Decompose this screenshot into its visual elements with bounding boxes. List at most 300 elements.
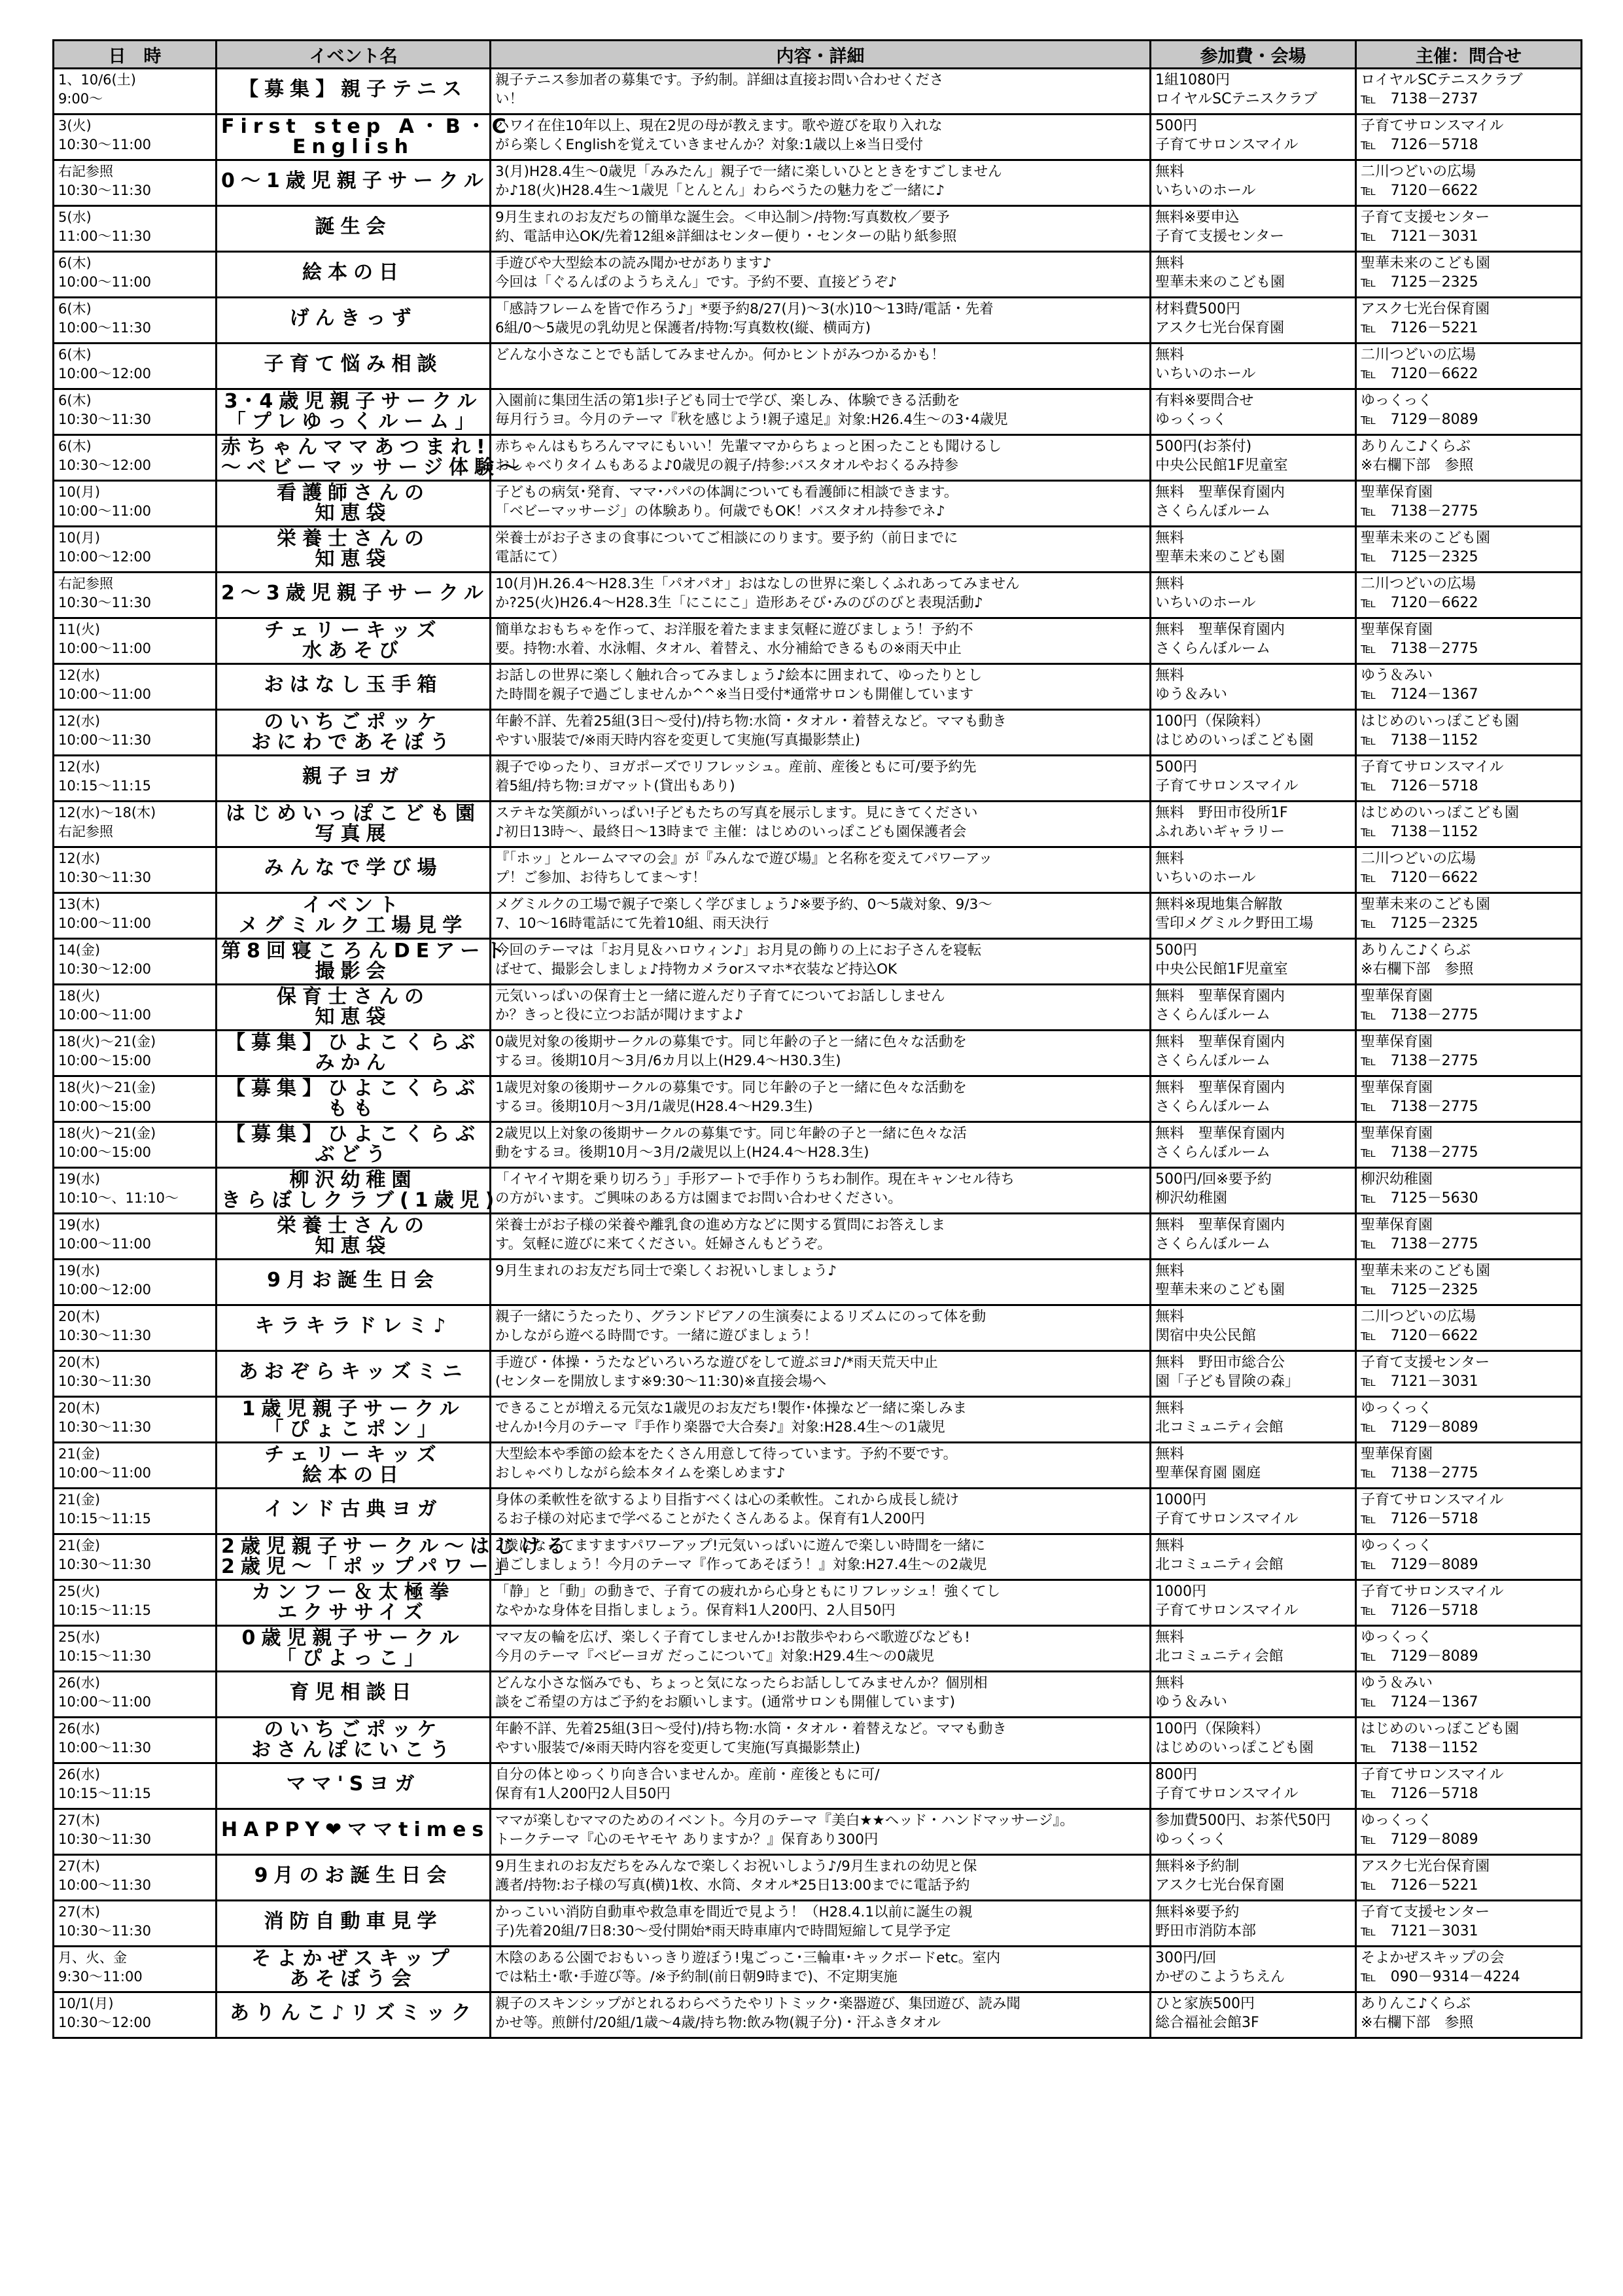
event-name-cell: [217, 710, 491, 756]
event-name-cell: [217, 69, 491, 115]
date-line: 10:00～15:00: [58, 1099, 152, 1114]
date-line: 10:30～11:30: [58, 595, 152, 610]
date-line: 26(水): [58, 1721, 101, 1737]
fee-venue-line: ゆう＆みい: [1155, 1694, 1228, 1710]
organizer-cell: [1356, 1260, 1582, 1305]
date-cell: [54, 1809, 217, 1855]
header-date: 日 時: [54, 41, 217, 69]
organizer-line: 聖華保育園: [1361, 988, 1433, 1004]
organizer-line: ℡ 7126－5221: [1361, 1877, 1478, 1894]
event-name-line: きらぼしクラブ(1歳児): [221, 1189, 500, 1212]
organizer-cell: [1356, 573, 1582, 618]
content-line: 栄養士がお子様の栄養や離乳食の進め方などに関する質問にお答えしま: [495, 1217, 946, 1233]
fee-venue-line: 雪印メグミルク野田工場: [1155, 915, 1314, 932]
organizer-line: ℡ 7125－2325: [1361, 915, 1478, 932]
event-name-line: 0～1歳児親子サークル: [221, 169, 489, 192]
content-cell: [491, 1168, 1151, 1214]
content-cell: [491, 1809, 1151, 1855]
organizer-cell: [1356, 985, 1582, 1031]
content-line: (センターを開放します※9:30～11:30)※直接会場へ: [495, 1373, 827, 1390]
date-line: 19(水): [58, 1171, 101, 1187]
content-line: 親子でゆったり、ヨガポーズでリフレッシュ。産前、産後ともに可/要予約先: [495, 759, 977, 775]
organizer-line: 子育て支援センター: [1361, 1354, 1490, 1371]
organizer-line: ゆっくっく: [1361, 1629, 1433, 1646]
organizer-cell: [1356, 115, 1582, 160]
organizer-cell: [1356, 160, 1582, 206]
event-name-cell: [217, 527, 491, 573]
fee-venue-cell: [1151, 1076, 1356, 1122]
content-cell: [491, 847, 1151, 893]
organizer-cell: [1356, 1031, 1582, 1076]
header-content: 内容・詳細: [491, 41, 1151, 69]
organizer-line: 聖華保育園: [1361, 622, 1433, 638]
event-name-cell: [217, 1076, 491, 1122]
content-cell: [491, 1443, 1151, 1489]
content-line: どんな小さなことでも話してみませんか。何かヒントがみつかるかも！: [495, 347, 945, 363]
date-line: 18(火)～21(金): [58, 1125, 156, 1141]
date-line: 12(水)～18(木): [58, 805, 156, 821]
organizer-line: ℡ 7126－5718: [1361, 1786, 1478, 1802]
content-cell: [491, 1305, 1151, 1351]
fee-venue-line: 聖華未来のこども園: [1155, 274, 1285, 291]
organizer-cell: [1356, 1122, 1582, 1168]
organizer-cell: [1356, 1534, 1582, 1580]
organizer-line: ℡ 7125－5630: [1361, 1190, 1478, 1207]
fee-venue-cell: [1151, 1443, 1356, 1489]
date-line: 10/1(月): [58, 1996, 114, 2011]
date-cell: [54, 1122, 217, 1168]
organizer-line: ゆう＆みい: [1361, 667, 1433, 684]
date-cell: [54, 1168, 217, 1214]
organizer-line: ℡ 7138－1152: [1361, 1740, 1478, 1756]
fee-venue-line: 無料: [1155, 1309, 1185, 1325]
content-line: 9月生まれのお友だち同士で楽しくお祝いしましょう♪: [495, 1263, 837, 1279]
event-name-cell: [217, 1763, 491, 1809]
fee-venue-line: 柳沢幼稚園: [1155, 1190, 1228, 1207]
event-name-line: そよかぜスキップ: [251, 1947, 455, 1970]
event-name-line: イベント: [302, 894, 404, 917]
date-cell: [54, 1901, 217, 1947]
event-name-line: もも: [328, 1097, 379, 1120]
organizer-line: 聖華保育園: [1361, 1080, 1433, 1096]
date-line: 10:30～12:00: [58, 457, 152, 473]
content-line: い！: [495, 91, 524, 107]
content-cell: [491, 664, 1151, 710]
date-line: 10:00～11:00: [58, 686, 152, 702]
content-line: 今回のテーマは「お月見＆ハロウィン♪」お月見の飾りの上にお子さんを寝転: [495, 942, 982, 959]
date-cell: [54, 69, 217, 115]
event-name-line: 絵本の日: [302, 261, 404, 284]
date-cell: [54, 847, 217, 893]
date-cell: [54, 1855, 217, 1901]
date-cell: [54, 939, 217, 985]
fee-venue-line: 子育てサロンスマイル: [1155, 1786, 1299, 1802]
content-cell: [491, 1214, 1151, 1260]
date-cell: [54, 710, 217, 756]
table-row: [54, 1901, 1582, 1947]
fee-venue-cell: [1151, 1168, 1356, 1214]
fee-venue-line: さくらんぼルーム: [1155, 1007, 1271, 1023]
event-name-line: 【募集】ひよこくらぶ: [226, 1077, 481, 1100]
date-line: 10:30～11:30: [58, 1923, 152, 1939]
organizer-line: 子育て支援センター: [1361, 1904, 1490, 1920]
fee-venue-cell: [1151, 1580, 1356, 1626]
organizer-line: ℡ 7126－5718: [1361, 1511, 1478, 1527]
event-name-line: 写真展: [315, 822, 392, 845]
fee-venue-line: 500円/回※要予約: [1155, 1171, 1272, 1188]
fee-venue-line: 総合福祉会館3F: [1155, 2015, 1259, 2031]
event-name-cell: [217, 1580, 491, 1626]
content-cell: [491, 893, 1151, 939]
content-line: プ！ご参加、お待ちしてま～す！: [495, 870, 707, 886]
event-name-line: 「プレゆっくルーム」: [226, 410, 481, 433]
content-cell: [491, 1947, 1151, 1992]
event-name-line: インド古典ヨガ: [264, 1498, 443, 1521]
fee-venue-line: 800円: [1155, 1767, 1197, 1783]
fee-venue-line: さくらんぼルーム: [1155, 641, 1271, 657]
content-line: するヨ。後期10月～3月/6カ月以上(H29.4～H30.3生): [495, 1053, 841, 1069]
event-name-cell: [217, 1443, 491, 1489]
date-cell: [54, 252, 217, 298]
event-name-line: カンフー＆太極拳: [251, 1581, 455, 1604]
fee-venue-line: 聖華未来のこども園: [1155, 549, 1285, 565]
content-line: お話しの世界に楽しく触れ合ってみましょう♪絵本に囲まれて、ゆったりとし: [495, 667, 983, 684]
content-cell: [491, 1397, 1151, 1443]
event-name-line: ママ'Sヨガ: [286, 1773, 421, 1795]
event-name-line: おにわであそぼう: [251, 731, 455, 754]
organizer-line: 子育てサロンスマイル: [1361, 1583, 1504, 1600]
date-line: 10:30～11:30: [58, 1328, 152, 1343]
event-name-cell: [217, 1305, 491, 1351]
event-name-cell: [217, 664, 491, 710]
event-name-cell: [217, 1214, 491, 1260]
fee-venue-line: 無料: [1155, 667, 1185, 684]
date-line: 10:00～15:00: [58, 1053, 152, 1069]
organizer-cell: [1356, 847, 1582, 893]
table-row: [54, 756, 1582, 802]
fee-venue-line: 関宿中央公民館: [1155, 1328, 1257, 1344]
event-name-cell: [217, 115, 512, 160]
fee-venue-line: 無料: [1155, 530, 1185, 546]
organizer-line: 聖華保育園: [1361, 1034, 1433, 1050]
fee-venue-cell: [1151, 1534, 1356, 1580]
date-line: 26(水): [58, 1767, 101, 1782]
event-name-line: HAPPY❤ママtimes: [221, 1818, 490, 1841]
fee-venue-line: 聖華保育園 園庭: [1155, 1465, 1261, 1481]
event-name-line: 0歳児親子サークル: [241, 1627, 465, 1650]
table-row: [54, 69, 1582, 115]
event-name-line: 育児相談日: [289, 1681, 417, 1704]
event-name-line: 柳沢幼稚園: [289, 1169, 417, 1192]
table-row: [54, 1626, 1582, 1672]
fee-venue-line: 無料 聖華保育園内: [1155, 1080, 1285, 1096]
organizer-line: ℡ 7126－5718: [1361, 137, 1478, 153]
event-name-cell: [217, 1809, 491, 1855]
content-cell: [491, 69, 1151, 115]
date-cell: [54, 1992, 217, 2038]
organizer-cell: [1356, 1397, 1582, 1443]
content-line: かしながら遊べる時間です。一緒に遊びましょう！: [495, 1328, 818, 1344]
date-line: 10:30～11:30: [58, 870, 152, 885]
content-line: の方がいます。ご興味のある方は園までお問い合わせください。: [495, 1190, 902, 1207]
date-line: 19(水): [58, 1263, 101, 1279]
organizer-line: ゆっくっく: [1361, 1812, 1433, 1829]
event-name-line: 第8回寝ころんDEアート: [221, 940, 512, 963]
event-name-line: 親子ヨガ: [302, 765, 404, 788]
event-name-line: 【募集】親子テニス: [239, 78, 468, 101]
date-line: 18(火)～21(金): [58, 1034, 156, 1050]
content-line: 栄養士がお子さまの食事についてご相談にのります。要予約（前日までに: [495, 530, 958, 546]
fee-venue-cell: [1151, 527, 1356, 573]
organizer-line: ℡ 7138－1152: [1361, 824, 1478, 840]
event-name-line: あおぞらキッズミニ: [238, 1360, 468, 1383]
date-line: 1、10/6(土): [58, 72, 136, 88]
organizer-line: ℡ 7138－2775: [1361, 1465, 1478, 1481]
organizer-line: ℡ 7125－2325: [1361, 274, 1478, 291]
event-name-line: みんなで学び場: [264, 857, 443, 879]
date-line: 11:00～11:30: [58, 228, 152, 244]
table-row: [54, 1809, 1582, 1855]
organizer-line: ゆっくっく: [1361, 393, 1433, 409]
organizer-line: 二川つどいの広場: [1361, 347, 1476, 363]
organizer-line: ありんこ♪くらぶ: [1361, 1996, 1471, 2012]
content-line: なやかな身体を目指しましょう。保育料1人200円、2人目50円: [495, 1602, 896, 1619]
fee-venue-line: 北コミュニティ会館: [1155, 1419, 1283, 1436]
date-line: 6(木): [58, 393, 92, 408]
content-line: 9月生まれのお友だちをみんなで楽しくお祝いしよう♪/9月生まれの幼児と保: [495, 1858, 977, 1875]
organizer-line: ※右欄下部 参照: [1361, 2015, 1474, 2031]
fee-venue-line: 300円/回: [1155, 1950, 1217, 1966]
date-line: 26(水): [58, 1675, 101, 1691]
organizer-cell: [1356, 1718, 1582, 1763]
content-cell: [491, 1992, 1151, 2038]
content-line: 約、電話申込OK/先着12組※詳細はセンター便り・センターの貼り紙参照: [495, 228, 957, 245]
event-name-cell: [217, 1351, 491, 1397]
table-row: [54, 802, 1582, 847]
date-cell: [54, 527, 217, 573]
content-cell: [491, 1672, 1151, 1718]
content-line: トークテーマ『心のモヤモヤ ありますか？』保育あり300円: [495, 1831, 879, 1848]
date-line: 10:00～11:00: [58, 915, 152, 931]
date-line: 9:30～11:00: [58, 1969, 143, 1985]
organizer-line: ロイヤルSCテニスクラブ: [1361, 72, 1523, 88]
date-line: 10(月): [58, 484, 101, 500]
date-line: 10:00～11:30: [58, 320, 152, 336]
date-line: 10:15～11:15: [58, 1511, 152, 1527]
event-name-line: 撮影会: [315, 960, 392, 983]
organizer-cell: [1356, 1443, 1582, 1489]
content-line: どんな小さな悩みでも、ちょっと気になったらお話ししてみませんか？個別相: [495, 1675, 988, 1691]
organizer-line: 子育てサロンスマイル: [1361, 1492, 1504, 1508]
event-name-cell: [217, 435, 525, 481]
date-line: 10:15～11:15: [58, 1602, 152, 1618]
fee-venue-cell: [1151, 1122, 1356, 1168]
date-cell: [54, 1626, 217, 1672]
date-line: 10:00～11:00: [58, 1007, 152, 1023]
content-line: 1歳児対象の後期サークルの募集です。同じ年齢の子と一緒に色々な活動を: [495, 1080, 967, 1096]
date-cell: [54, 389, 217, 435]
date-line: 10:00～12:00: [58, 549, 152, 565]
fee-venue-line: はじめのいっぽこども園: [1155, 1740, 1314, 1756]
fee-venue-line: 無料 聖華保育園内: [1155, 484, 1285, 501]
organizer-cell: [1356, 298, 1582, 344]
date-cell: [54, 1031, 217, 1076]
fee-venue-line: 無料 聖華保育園内: [1155, 622, 1285, 638]
date-line: 25(火): [58, 1583, 101, 1599]
fee-venue-line: 500円: [1155, 942, 1197, 959]
fee-venue-line: 500円(お茶付): [1155, 438, 1252, 455]
organizer-line: アスク七光台保育園: [1361, 1858, 1490, 1875]
event-name-line: 2歳児～「ポップパワー」: [221, 1555, 520, 1578]
table-row: [54, 1718, 1582, 1763]
content-line: 子どもの病気･発育、ママ･パパの体調についても看護師に相談できます。: [495, 484, 958, 501]
event-name-line: 栄養士さんの: [277, 1214, 430, 1237]
content-cell: [491, 481, 1151, 527]
organizer-cell: [1356, 664, 1582, 710]
organizer-line: 子育てサロンスマイル: [1361, 759, 1504, 775]
fee-venue-line: 無料 聖華保育園内: [1155, 1125, 1285, 1142]
table-row: [54, 160, 1582, 206]
organizer-line: ※右欄下部 参照: [1361, 457, 1474, 474]
date-line: 10:30～12:00: [58, 961, 152, 977]
date-cell: [54, 206, 217, 252]
organizer-cell: [1356, 1947, 1582, 1992]
fee-venue-cell: [1151, 1992, 1356, 2038]
fee-venue-cell: [1151, 298, 1356, 344]
organizer-line: ありんこ♪くらぶ: [1361, 438, 1471, 455]
organizer-cell: [1356, 1992, 1582, 2038]
content-line: 6組/0～5歳児の乳幼児と保護者/持物:写真数枚(縦、横両方): [495, 320, 871, 336]
content-cell: [491, 1489, 1151, 1534]
content-line: かせ等。煎餅付/20組/1歳～4歳/持ち物:飲み物(親子分)・汗ふきタオル: [495, 2015, 941, 2031]
content-cell: [491, 1626, 1151, 1672]
fee-venue-cell: [1151, 985, 1356, 1031]
organizer-line: ゆっくっく: [1361, 1538, 1433, 1554]
date-line: 27(木): [58, 1858, 101, 1874]
date-line: 11(火): [58, 622, 101, 637]
event-name-cell: [217, 939, 512, 985]
date-line: 10:00～11:00: [58, 503, 152, 519]
date-cell: [54, 1214, 217, 1260]
fee-venue-line: 無料: [1155, 1263, 1185, 1279]
content-cell: [491, 756, 1151, 802]
fee-venue-line: 無料: [1155, 1446, 1185, 1462]
fee-venue-line: さくらんぼルーム: [1155, 503, 1271, 520]
content-line: かっこいい消防自動車や救急車を間近で見よう！（H28.4.1以前に誕生の親: [495, 1904, 973, 1920]
organizer-line: ※右欄下部 参照: [1361, 961, 1474, 978]
content-line: やすい服装で/※雨天時内容を変更して実施(写真撮影禁止): [495, 1740, 861, 1756]
fee-venue-cell: [1151, 847, 1356, 893]
date-cell: [54, 160, 217, 206]
fee-venue-line: さくらんぼルーム: [1155, 1236, 1271, 1252]
date-cell: [54, 481, 217, 527]
content-line: 談をご希望の方はご予約をお願いします。(通常サロンも開催しています): [495, 1694, 956, 1710]
fee-venue-line: 無料 聖華保育園内: [1155, 1217, 1285, 1233]
content-line: やすい服装で/※雨天時内容を変更して実施(写真撮影禁止): [495, 732, 861, 749]
content-cell: [491, 1031, 1151, 1076]
content-line: 元気いっぱいの保育士と一緒に遊んだり子育てについてお話ししません: [495, 988, 945, 1004]
organizer-line: 聖華保育園: [1361, 1217, 1433, 1233]
table-row: [54, 1947, 1582, 1992]
fee-venue-line: いちいのホール: [1155, 183, 1256, 199]
fee-venue-line: 中央公民館1F児童室: [1155, 961, 1288, 978]
event-name-cell: [217, 1260, 491, 1305]
event-name-cell: [217, 802, 491, 847]
content-line: 入園前に集団生活の第1歩!子ども同士で学び、楽しみ、体験できる活動を: [495, 393, 960, 409]
content-line: 3(月)H28.4生～0歳児「みみたん」親子で一緒に楽しいひとときをすごしません: [495, 164, 1002, 180]
date-line: 右記参照: [58, 164, 113, 179]
content-cell: [491, 252, 1151, 298]
table-row: [54, 893, 1582, 939]
content-line: せんか!今月のテーマ『手作り楽器で大合奏♪』対象:H28.4生～の1歳児: [495, 1419, 945, 1436]
fee-venue-line: 無料: [1155, 1538, 1185, 1554]
content-cell: [491, 1580, 1151, 1626]
fee-venue-line: ひと家族500円: [1155, 1996, 1255, 2012]
table-row: [54, 252, 1582, 298]
fee-venue-line: 無料: [1155, 851, 1185, 867]
organizer-line: そよかぜスキップの会: [1361, 1950, 1505, 1966]
content-cell: [491, 985, 1151, 1031]
fee-venue-line: 無料※要申込: [1155, 209, 1240, 226]
fee-venue-line: ゆう＆みい: [1155, 686, 1228, 703]
content-line: 簡単なおもちゃを作って、お洋服を着たままま気軽に遊びましょう！予約不: [495, 622, 973, 638]
content-line: おしゃべりタイムもあるよ♪0歳児の親子/持参:バスタオルやおくるみ持参: [495, 457, 958, 474]
date-cell: [54, 618, 217, 664]
fee-venue-cell: [1151, 1672, 1356, 1718]
date-line: 10:00～12:00: [58, 366, 152, 381]
organizer-line: 二川つどいの広場: [1361, 164, 1476, 180]
date-line: 21(金): [58, 1446, 101, 1462]
organizer-line: ゆっくっく: [1361, 1400, 1433, 1417]
organizer-line: ℡ 7138－2737: [1361, 91, 1478, 107]
date-line: 18(火)～21(金): [58, 1080, 156, 1095]
fee-venue-line: 子育てサロンスマイル: [1155, 1511, 1299, 1527]
event-name-cell: [217, 160, 491, 206]
content-line: 2歳児以上対象の後期サークルの募集です。同じ年齢の子と一緒に色々な活: [495, 1125, 967, 1142]
content-line: 0歳児対象の後期サークルの募集です。同じ年齢の子と一緒に色々な活動を: [495, 1034, 967, 1050]
event-name-line: 絵本の日: [302, 1464, 404, 1487]
event-name-cell: [217, 847, 491, 893]
fee-venue-cell: [1151, 1901, 1356, 1947]
organizer-cell: [1356, 1626, 1582, 1672]
organizer-line: ℡ 7129－8089: [1361, 1557, 1478, 1573]
organizer-line: 子育て支援センター: [1361, 209, 1490, 226]
content-line: おしゃべりしながら絵本タイムを楽しめます♪: [495, 1465, 786, 1481]
event-name-cell: [217, 1397, 491, 1443]
event-name-cell: [217, 985, 491, 1031]
event-name-line: チェリーキッズ: [264, 1443, 442, 1466]
content-line: ばせて、撮影会しましょ♪持物カメラorスマホ*衣装など持込OK: [495, 961, 898, 978]
table-row: [54, 1214, 1582, 1260]
fee-venue-cell: [1151, 481, 1356, 527]
table-row: [54, 1122, 1582, 1168]
content-line: 着5組/持ち物:ヨガマット(貸出もあり): [495, 778, 735, 794]
fee-venue-line: ふれあいギャラリー: [1155, 824, 1285, 840]
date-cell: [54, 985, 217, 1031]
organizer-line: はじめのいっぽこども園: [1361, 713, 1520, 730]
organizer-line: ℡ 7121－3031: [1361, 1373, 1478, 1390]
event-name-cell: [217, 573, 491, 618]
event-name-line: キラキラドレミ♪: [254, 1315, 452, 1337]
date-line: 13(木): [58, 896, 101, 912]
fee-venue-line: 無料 野田市役所1F: [1155, 805, 1288, 821]
fee-venue-line: ゆっくっく: [1155, 412, 1227, 428]
event-name-cell: [217, 481, 491, 527]
event-name-line: あそぼう会: [289, 1968, 417, 1990]
organizer-line: 聖華未来のこども園: [1361, 1263, 1491, 1279]
date-line: 10:15～11:15: [58, 778, 152, 794]
date-line: 21(金): [58, 1538, 101, 1553]
